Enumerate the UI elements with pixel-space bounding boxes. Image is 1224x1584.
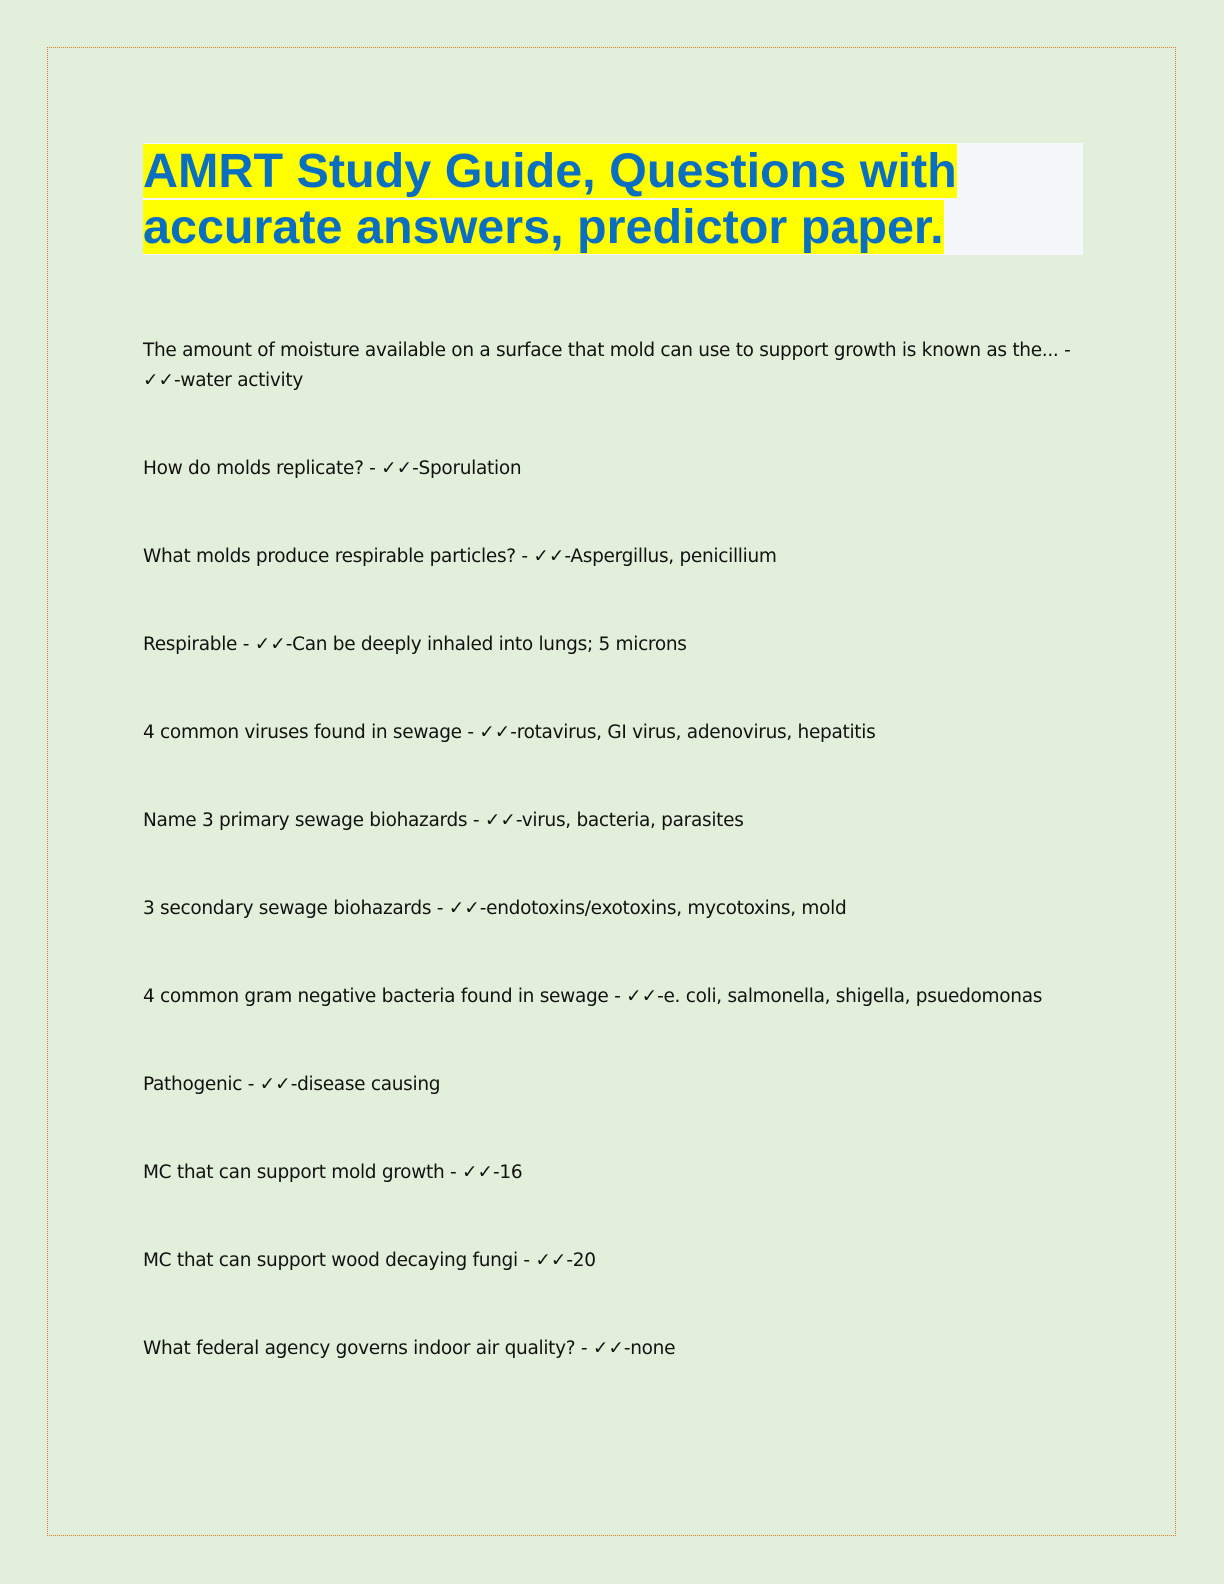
answer-prefix: - (174, 370, 181, 391)
title-highlight: AMRT Study Guide, Questions with accurate answers, predictor paper. (143, 144, 957, 254)
separator: - (431, 898, 449, 919)
answer-text: water activity (180, 370, 303, 391)
question-text: 3 secondary sewage biohazards (143, 898, 432, 919)
check-marks-icon: ✓✓ (626, 986, 658, 1007)
answer-text: 20 (572, 1250, 596, 1271)
answer-text: Aspergillus, penicillium (570, 546, 777, 567)
qa-item (143, 806, 1078, 836)
qa-item (143, 1070, 1078, 1100)
qa-list (143, 336, 1078, 1422)
check-marks-icon: ✓✓ (479, 722, 511, 743)
qa-item (143, 542, 1078, 572)
answer-text: endotoxins/exotoxins, mycotoxins, mold (486, 898, 847, 919)
question-text: Respirable (143, 634, 238, 655)
answer-prefix: - (564, 546, 571, 567)
answer-prefix: - (290, 1074, 298, 1095)
answer-text: rotavirus, GI virus, adenovirus, hepatitis (516, 722, 876, 743)
qa-item (143, 982, 1078, 1012)
check-marks-icon: ✓✓ (592, 1338, 624, 1359)
qa-item (143, 454, 1078, 484)
title-block (143, 143, 1083, 255)
answer-prefix: - (657, 986, 664, 1007)
separator: - (237, 634, 255, 655)
qa-item (143, 718, 1078, 748)
separator: - (515, 546, 534, 567)
separator: - (575, 1338, 593, 1359)
question-text: The amount of moisture available on a surface that mold can use to support growth is known as the... (143, 340, 1059, 361)
answer-prefix: - (479, 898, 487, 919)
check-marks-icon: ✓✓ (254, 634, 286, 655)
check-marks-icon: ✓✓ (143, 370, 175, 391)
question-text: Name 3 primary sewage biohazards (143, 810, 468, 831)
answer-text: Sporulation (418, 458, 522, 479)
qa-item (143, 1246, 1078, 1276)
check-marks-icon: ✓✓ (533, 546, 565, 567)
separator: - (461, 722, 480, 743)
question-text: What molds produce respirable particles? (143, 546, 516, 567)
question-text: How do molds replicate? (143, 458, 364, 479)
qa-item (143, 894, 1078, 924)
answer-text: 16 (499, 1162, 523, 1183)
qa-item (143, 630, 1078, 660)
separator: - (363, 458, 382, 479)
question-text: 4 common gram negative bacteria found in sewage (143, 986, 609, 1007)
answer-prefix: - (285, 634, 293, 655)
check-marks-icon: ✓✓ (535, 1250, 567, 1271)
document-title (143, 143, 1083, 255)
answer-text: none (630, 1338, 676, 1359)
answer-prefix: - (623, 1338, 631, 1359)
answer-prefix: - (412, 458, 419, 479)
answer-text: disease causing (297, 1074, 441, 1095)
answer-prefix: - (492, 1162, 500, 1183)
separator: - (1058, 340, 1071, 361)
check-marks-icon: ✓✓ (461, 1162, 493, 1183)
separator: - (608, 986, 627, 1007)
qa-item (143, 1334, 1078, 1364)
separator: - (517, 1250, 536, 1271)
check-marks-icon: ✓✓ (448, 898, 480, 919)
question-text: 4 common viruses found in sewage (143, 722, 462, 743)
check-marks-icon: ✓✓ (381, 458, 413, 479)
check-marks-icon: ✓✓ (259, 1074, 291, 1095)
qa-item (143, 336, 1078, 396)
answer-text: Can be deeply inhaled into lungs; 5 microns (292, 634, 687, 655)
answer-text: virus, bacteria, parasites (521, 810, 744, 831)
qa-item (143, 1158, 1078, 1188)
answer-prefix: - (566, 1250, 573, 1271)
answer-prefix: - (515, 810, 522, 831)
question-text: Pathogenic (143, 1074, 243, 1095)
separator: - (467, 810, 485, 831)
separator: - (444, 1162, 462, 1183)
separator: - (242, 1074, 260, 1095)
check-marks-icon: ✓✓ (484, 810, 516, 831)
answer-text: e. coli, salmonella, shigella, psuedomonas (663, 986, 1043, 1007)
question-text: MC that can support wood decaying fungi (143, 1250, 518, 1271)
question-text: MC that can support mold growth (143, 1162, 445, 1183)
answer-prefix: - (510, 722, 517, 743)
question-text: What federal agency governs indoor air quality? (143, 1338, 576, 1359)
